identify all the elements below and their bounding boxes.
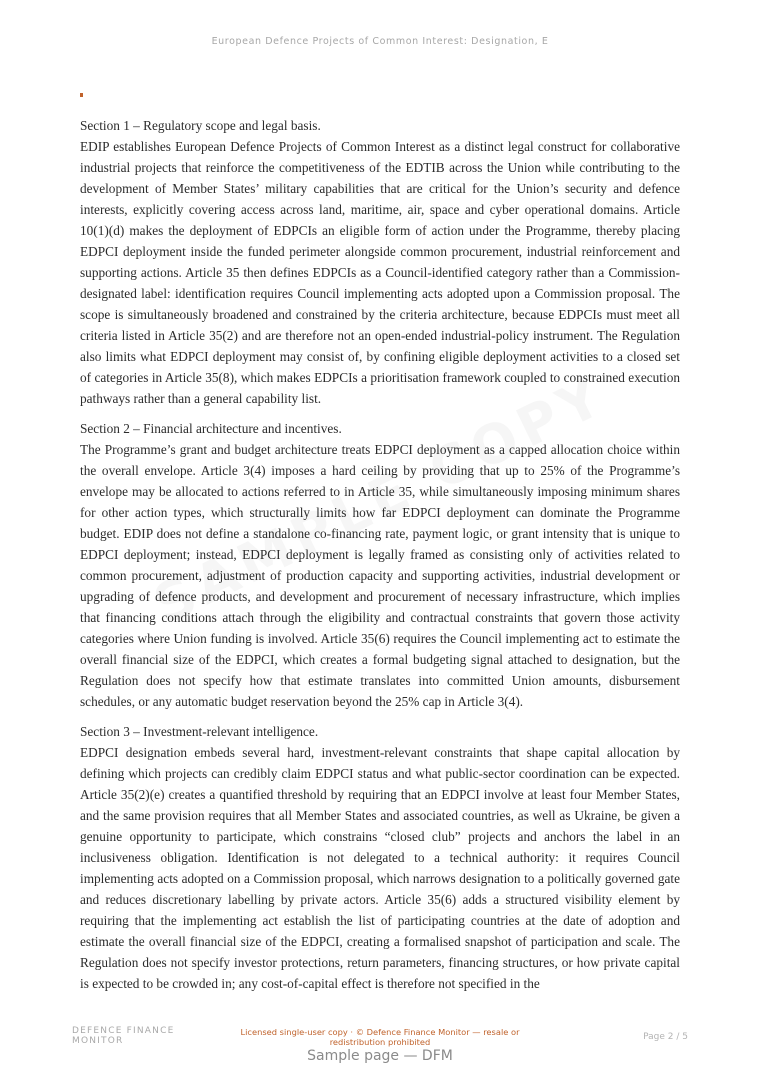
section-3 — [80, 721, 680, 994]
section-3-heading: Section 3 – Investment-relevant intelligence. — [80, 724, 319, 739]
section-1-heading: Section 1 – Regulatory scope and legal basis. — [80, 118, 321, 133]
license-notice: Licensed single-user copy · © Defence Finance Monitor — resale or redistribution prohibited — [240, 1027, 520, 1047]
section-1 — [80, 115, 680, 409]
section-3-body: EDPCI designation embeds several hard, investment-relevant constraints that shape capital allocation by defining which projects can credibly claim EDPCI status and what public-sector coordination can be expected. Article 35(2)(e) creates a quantified threshold by requiring that an EDPCI involve at least four Member States, and the same provision requires that all Member States and associated countries, as well as Ukraine, be given a genuine opportunity to participate, which constrains “closed club” projects and anchors the label in an inclusiveness obligation. Identification is not delegated to a technical authority: it requires Council implementing acts adopted on a Commission proposal, which narrows designation to a politically governed gate and reduces discretionary labelling by private actors. Article 35(6) adds a structured visibility element by requiring that the implementing act establish the list of participating countries at the date of adoption and estimate the overall financial size of the EDPCI, creating a formalised snapshot of participation and scale. The Regulation does not specify investor protections, return parameters, financing structures, or how private capital is expected to be crowded in; any cost-of-capital effect is therefore not specified in the — [80, 745, 680, 991]
running-header: European Defence Projects of Common Interest: Designation, E — [211, 36, 549, 47]
sample-page-label: Sample page — DFM — [307, 1048, 453, 1064]
footer-brand — [72, 1026, 174, 1046]
page-number: Page 2 / 5 — [643, 1032, 688, 1042]
section-2-body: The Programme’s grant and budget architecture treats EDPCI deployment as a capped allocation choice within the overall envelope. Article 3(4) imposes a hard ceiling by providing that up to 25% of the Programme’s envelope may be allocated to actions referred to in Article 35, while simultaneously imposing minimum shares for other action types, which structurally limits how far EDPCI deployment can dominate the Programme budget. EDIP does not define a standalone co-financing rate, payment logic, or grant intensity that is unique to EDPCI deployment; instead, EDPCI deployment is legally framed as consisting only of activities related to common procurement, adjustment of production capacity and supporting activities, industrial development or upgrading of defence products, and development and procurement of necessary infrastructure, which implies that financing conditions attach through the eligibility and contractual constraints that govern those activity categories where Union funding is involved. Article 35(6) requires the Council implementing act to estimate the overall financial size of the EDPCI, which creates a formal budgeting signal attached to designation, but the Regulation does not specify how that estimate translates into committed Union amounts, disbursement schedules, or any automatic budget reservation beyond the 25% cap in Article 3(4). — [80, 442, 680, 709]
section-2-heading: Section 2 – Financial architecture and incentives. — [80, 421, 342, 436]
footer-brand-line1: DEFENCE FINANCE — [72, 1026, 175, 1036]
document-body — [80, 115, 680, 1003]
accent-marker — [80, 93, 83, 97]
footer-brand-line2: MONITOR — [72, 1036, 124, 1046]
section-2 — [80, 418, 680, 712]
section-1-body: EDIP establishes European Defence Projects of Common Interest as a distinct legal construct for collaborative industrial projects that reinforce the competitiveness of the EDTIB across the Union while contributing to the development of Member States’ military capabilities that are critical for the Union’s security and defence interests, explicitly covering access across land, maritime, air, space and cyber operational domains. Article 10(1)(d) makes the deployment of EDPCIs an eligible form of action under the Programme, thereby placing EDPCI deployment inside the funded perimeter alongside common procurement, industrial reinforcement and supporting actions. Article 35 then defines EDPCIs as a Council-identified category rather than a Commission-designated label: identification requires Council implementing acts adopted upon a Commission proposal. The scope is simultaneously broadened and constrained by the criteria architecture, because EDPCIs must meet all criteria listed in Article 35(2) and are therefore not an open-ended industrial-policy instrument. The Regulation also limits what EDPCI deployment may consist of, by confining eligible deployment activities to a closed set of categories in Article 35(8), which makes EDPCIs a prioritisation framework coupled to constrained execution pathways rather than a general capability list. — [80, 139, 680, 406]
